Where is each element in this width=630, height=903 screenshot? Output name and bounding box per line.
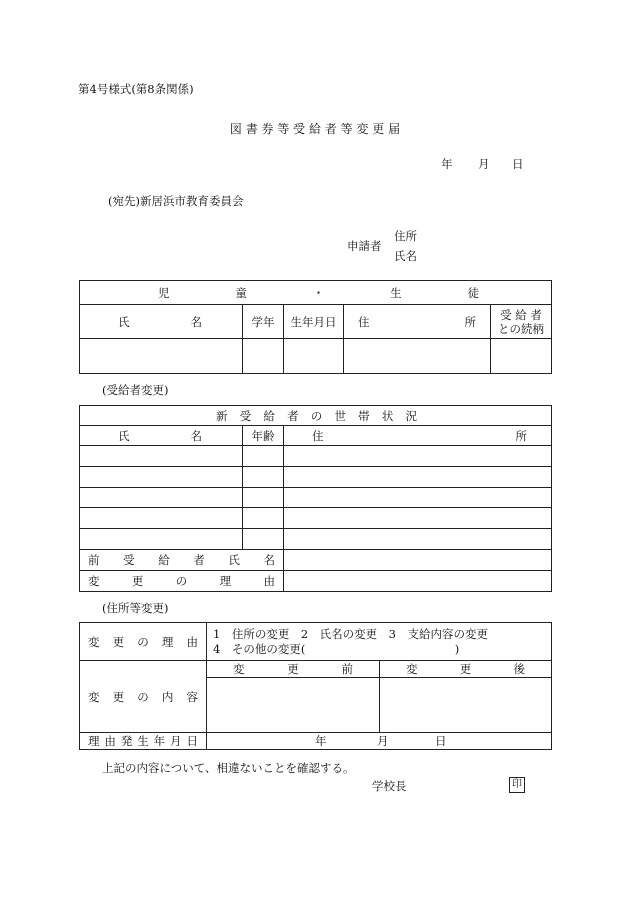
change-reason-options[interactable] (207, 623, 552, 661)
col-name-header: 氏 名 (80, 305, 243, 339)
household-name-cell[interactable] (80, 467, 243, 488)
date-month-label: 月 (478, 157, 490, 171)
section-recipient-change-label: (受給者変更) (102, 383, 169, 397)
applicant-label: 申請者 (347, 239, 382, 253)
household-name-cell[interactable] (80, 446, 243, 467)
household-table-header: 新 受 給 者 の 世 帯 状 況 (80, 406, 552, 426)
household-row (80, 529, 552, 550)
household-address-cell[interactable] (284, 488, 552, 508)
household-age-cell[interactable] (243, 529, 284, 550)
change-reason-options-line1: 1 住所の変更 2 氏名の変更 3 支給内容の変更 (213, 626, 488, 641)
col-relation-header: 受 給 者 との続柄 (491, 305, 552, 339)
applicant-address-label: 住所 (394, 229, 417, 243)
before-change-header: 変 更 前 (207, 661, 380, 678)
occurrence-year-label: 年 (315, 734, 327, 748)
household-row (80, 467, 552, 488)
col-address-header: 住 所 (344, 305, 491, 339)
change-reason-options-line2: 4 その他の変更( ) (213, 641, 460, 656)
household-address-cell[interactable] (284, 446, 552, 467)
household-col-address-header: 住 所 (284, 426, 552, 446)
date-day-label: 日 (512, 157, 524, 171)
household-name-cell[interactable] (80, 508, 243, 529)
recipient-change-reason-cell[interactable] (284, 571, 552, 592)
student-relation-cell[interactable] (491, 339, 552, 374)
after-change-header: 変 更 後 (380, 661, 552, 678)
previous-recipient-name-cell[interactable] (284, 550, 552, 571)
household-name-cell[interactable] (80, 488, 243, 508)
household-col-name-header: 氏 名 (80, 426, 243, 446)
occurrence-day-label: 日 (435, 734, 447, 748)
before-change-cell[interactable] (207, 678, 380, 733)
household-address-cell[interactable] (284, 508, 552, 529)
household-row (80, 488, 552, 508)
household-name-cell[interactable] (80, 529, 243, 550)
document-title: 図 書 券 等 受 給 者 等 変 更 届 (229, 122, 401, 136)
student-name-cell[interactable] (80, 339, 243, 374)
student-birthdate-cell[interactable] (284, 339, 344, 374)
change-content-label: 変 更 の 内 容 (80, 661, 207, 733)
address-change-table (79, 622, 552, 750)
reason-occurrence-date-cell[interactable] (207, 733, 552, 750)
col-birthdate-header: 生年月日 (284, 305, 344, 339)
principal-label: 学校長 (372, 779, 407, 793)
confirmation-statement: 上記の内容について、相違ないことを確認する。 (102, 761, 355, 775)
date-year-label: 年 (441, 157, 453, 171)
household-address-cell[interactable] (284, 529, 552, 550)
form-number: 第4号様式(第8条関係) (78, 82, 194, 96)
after-change-cell[interactable] (380, 678, 552, 733)
household-age-cell[interactable] (243, 467, 284, 488)
household-age-cell[interactable] (243, 488, 284, 508)
change-reason-label: 変 更 の 理 由 (80, 623, 207, 661)
addressee: (宛先)新居浜市教育委員会 (108, 194, 244, 208)
household-table (79, 405, 552, 592)
student-address-cell[interactable] (344, 339, 491, 374)
household-age-cell[interactable] (243, 508, 284, 529)
applicant-name-label: 氏名 (394, 249, 417, 263)
student-table (79, 280, 552, 374)
student-grade-cell[interactable] (243, 339, 284, 374)
col-grade-header: 学年 (243, 305, 284, 339)
previous-recipient-name-label: 前 受 給 者 氏 名 (80, 550, 284, 571)
seal-box: 印 (509, 777, 525, 793)
reason-occurrence-date-label: 理 由 発 生 年 月 日 (80, 733, 207, 750)
household-age-cell[interactable] (243, 446, 284, 467)
household-row (80, 446, 552, 467)
recipient-change-reason-label: 変 更 の 理 由 (80, 571, 284, 592)
household-address-cell[interactable] (284, 467, 552, 488)
household-row (80, 508, 552, 529)
household-col-age-header: 年齢 (243, 426, 284, 446)
section-address-change-label: (住所等変更) (102, 601, 169, 615)
occurrence-month-label: 月 (377, 734, 389, 748)
student-table-header: 児 童 ・ 生 徒 (80, 281, 552, 305)
